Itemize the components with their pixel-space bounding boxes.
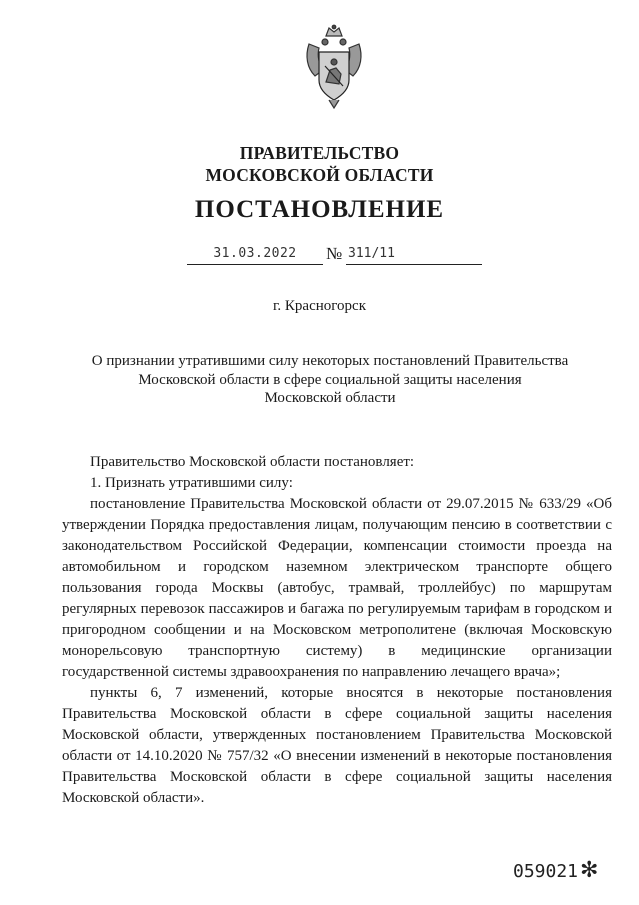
serial-number: 059021 [513, 861, 579, 882]
number-sign: № [326, 244, 343, 263]
intro-paragraph: Правительство Московской области постановляет: [90, 454, 415, 470]
repealed-items-paragraph: пункты 6, 7 изменений, которые вносятся в некоторые постановления Правительства Московской области в сфере социальной защиты населения Московской области, утвержденных постановлением Правительства Московской области от 14.10.2020 № 757/32 «О внесении изменений в некоторые постановления Правительства Московской области в сфере социальной защиты населения Московской области». [62, 685, 612, 806]
city: г. Красногорск [272, 298, 367, 314]
date-underline [187, 264, 323, 265]
asterisk-icon: ✻ [580, 858, 599, 883]
registration-line [0, 240, 639, 270]
item-1: 1. Признать утратившими силу: [90, 475, 293, 491]
subject-line1: О признании утратившими силу некоторых постановлений Правительства [91, 353, 569, 369]
government-title-line2: МОСКОВСКОЙ ОБЛАСТИ [205, 165, 434, 185]
form-serial-number [513, 858, 598, 883]
subject-line3: Московской области [264, 390, 396, 406]
document-type: ПОСТАНОВЛЕНИЕ [194, 196, 445, 223]
government-title [0, 142, 639, 186]
document-body [62, 452, 612, 809]
document-subject [60, 352, 600, 408]
repealed-resolution-paragraph: постановление Правительства Московской области от 29.07.2015 № 633/29 «Об утверждении Порядка предоставления лицам, получающим пенсию в соответствии с законодательством Российской Федерации, компенсации стоимости проезда на автомобильном и городском наземном электрическом транспорте общего пользования города Москвы (автобус, трамвай, троллейбус) по маршрутам регулярных перевозок пассажиров и багажа по регулируемым тарифам в городском и пригородном сообщении и на Московском метрополитене (включая Московскую монорельсовую транспортную систему) в медицинские организации государственной системы здравоохранения по направлению лечащего врача»; [62, 496, 612, 680]
registration-date: 31.03.2022 [213, 246, 297, 261]
registration-number: 311/11 [348, 246, 395, 261]
number-underline [346, 264, 482, 265]
coat-of-arms-icon [299, 24, 369, 110]
subject-line2: Московской области в сфере социальной защиты населения [138, 371, 522, 388]
government-title-line1: ПРАВИТЕЛЬСТВО [239, 143, 400, 163]
